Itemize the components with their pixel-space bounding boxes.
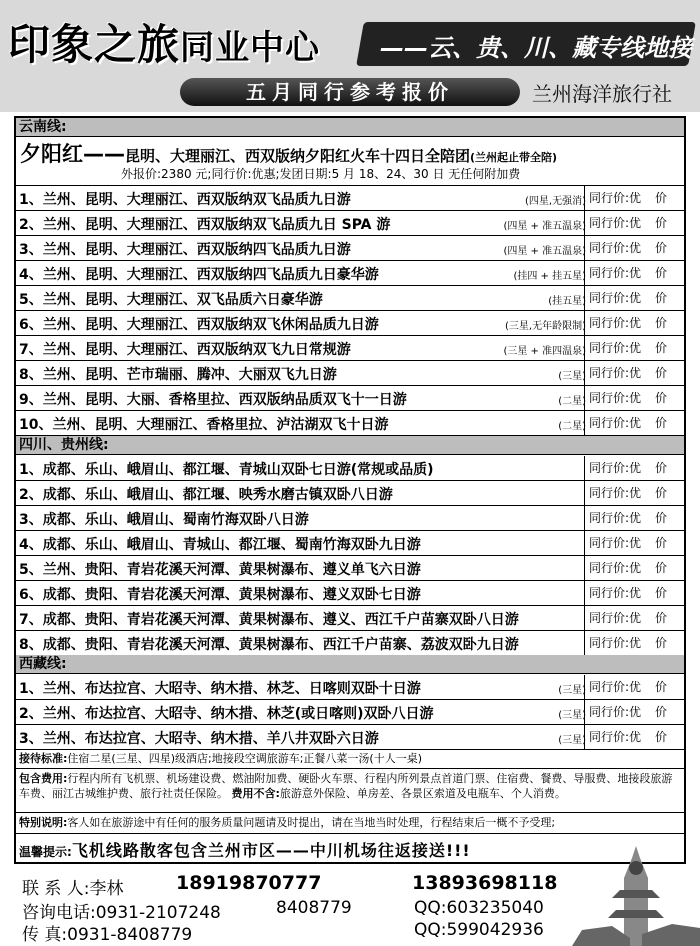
tour-route: 2、成都、乐山、峨眉山、都江堰、映秀水磨古镇双卧八日游: [19, 487, 393, 503]
tour-row: [16, 506, 684, 531]
price-suffix: 价: [655, 680, 668, 694]
price-suffix: 价: [655, 191, 668, 205]
price-label: 同行价:优: [589, 680, 642, 694]
price-suffix: 价: [655, 636, 668, 650]
peer-price: [584, 531, 684, 555]
tour-route: 5、兰州、昆明、大理丽江、双飞品质六日豪华游: [19, 292, 323, 308]
special-text: 客人如在旅游途中有任何的服务质量问题请及时提出，请在当地当时处理，行程结束后一概不予受理;: [67, 816, 556, 829]
peer-price: [584, 725, 684, 749]
peer-price: [584, 556, 684, 580]
hotel-grade: (三星): [558, 371, 586, 382]
contact-phone-1[interactable]: 18919870777: [176, 872, 322, 894]
price-label: 同行价:优: [589, 730, 642, 744]
agency-name: 兰州海洋旅行社: [532, 82, 672, 106]
excludes-label: 费用不含:: [231, 787, 280, 800]
price-label: 同行价:优: [589, 461, 642, 475]
hotel-grade: (四星 + 准五温泉): [503, 221, 586, 232]
price-label: 同行价:优: [589, 586, 642, 600]
header-banner: [0, 0, 700, 112]
fax-number: 传 真:0931-8408779: [22, 925, 193, 945]
tour-route: 1、兰州、昆明、大理丽江、西双版纳双飞品质九日游: [19, 192, 351, 208]
peer-price: [584, 286, 684, 310]
price-suffix: 价: [655, 391, 668, 405]
tour-row: [16, 531, 684, 556]
standard-text: 住宿二星(三星、四星)级酒店;地接段空调旅游车;正餐八菜一汤(十人一桌): [67, 752, 422, 765]
section-yunnan: 云南线:: [16, 118, 684, 137]
note-standard: [16, 749, 684, 769]
special-label: 特别说明:: [19, 816, 68, 829]
price-label: 同行价:优: [589, 561, 642, 575]
price-label: 同行价:优: [589, 316, 642, 330]
peer-price: [584, 386, 684, 410]
tour-row: [16, 675, 684, 700]
qq-2[interactable]: QQ:599042936: [414, 920, 544, 940]
tour-row: [16, 631, 684, 656]
tour-row: [16, 481, 684, 506]
tour-route: 9、兰州、昆明、大丽、香格里拉、西双版纳品质双飞十一日游: [19, 392, 407, 408]
tour-route: 3、兰州、布达拉宫、大昭寺、纳木措、羊八井双卧六日游: [19, 731, 379, 747]
price-suffix: 价: [655, 266, 668, 280]
includes-text: 行程内所有飞机票、机场建设费、燃油附加费、硬卧火车票、行程内所列景点首道门票、住宿费、餐费、导服费、地接段旅游车费、丽江古城维护费、旅行社责任保险。: [19, 772, 673, 800]
price-label: 同行价:优: [589, 705, 642, 719]
tour-row: [16, 581, 684, 606]
tour-row: [16, 311, 684, 336]
hotel-grade: (四星 + 准五温泉): [503, 246, 586, 257]
tour-route: 5、兰州、贵阳、青岩花溪天河潭、黄果树瀑布、遵义单飞六日游: [19, 562, 421, 578]
hotel-grade: (三星,无年龄限制): [505, 321, 586, 332]
price-label: 同行价:优: [589, 191, 642, 205]
peer-price: [584, 311, 684, 335]
peer-price: [584, 506, 684, 530]
hotel-grade: (三星): [558, 735, 586, 746]
slogan: ——云、贵、川、藏专线地接: [380, 34, 692, 62]
standard-label: 接待标准:: [19, 752, 68, 765]
peer-price: [584, 675, 684, 699]
contact-footer: [0, 866, 700, 946]
note-special: [16, 813, 684, 834]
tour-route: 1、成都、乐山、峨眉山、都江堰、青城山双卧七日游(常规或品质): [19, 462, 434, 478]
price-suffix: 价: [655, 366, 668, 380]
brand-main: 印象之旅: [8, 20, 181, 69]
price-suffix: 价: [655, 416, 668, 430]
price-label: 同行价:优: [589, 366, 642, 380]
tour-row: [16, 186, 684, 211]
note-fees: [16, 769, 684, 813]
hotel-grade: (三星): [558, 710, 586, 721]
page-title: 五月同行参考报价: [180, 78, 520, 106]
hotel-grade: (二星): [558, 396, 586, 407]
consult-phone[interactable]: 咨询电话:0931-2107248: [22, 903, 221, 923]
peer-price: [584, 211, 684, 235]
price-suffix: 价: [655, 561, 668, 575]
price-suffix: 价: [655, 705, 668, 719]
peer-price: [584, 186, 684, 210]
price-suffix: 价: [655, 241, 668, 255]
tour-row: [16, 336, 684, 361]
tour-route: 10、兰州、昆明、大理丽江、香格里拉、泸沽湖双飞十日游: [19, 417, 389, 433]
hotel-grade: (三星): [558, 685, 586, 696]
price-label: 同行价:优: [589, 511, 642, 525]
price-label: 同行价:优: [589, 536, 642, 550]
price-suffix: 价: [655, 486, 668, 500]
tour-route: 4、兰州、昆明、大理丽江、西双版纳四飞品质九日豪华游: [19, 267, 379, 283]
tour-row: [16, 361, 684, 386]
peer-price: [584, 581, 684, 605]
contact-person: 联 系 人:李林: [22, 879, 124, 899]
brand-logo: [8, 12, 320, 72]
price-label: 同行价:优: [589, 391, 642, 405]
price-label: 同行价:优: [589, 636, 642, 650]
tour-route: 2、兰州、布达拉宫、大昭寺、纳木措、林芝(或日喀则)双卧八日游: [19, 706, 434, 722]
tour-row: [16, 411, 684, 436]
hotel-grade: (四星,无强消): [525, 196, 586, 207]
price-label: 同行价:优: [589, 416, 642, 430]
featured-route: 昆明、大理丽江、西双版纳夕阳红火车十四日全陪团: [125, 147, 471, 165]
price-table: [14, 116, 686, 864]
tour-row: [16, 606, 684, 631]
price-suffix: 价: [655, 316, 668, 330]
tour-row: [16, 556, 684, 581]
price-label: 同行价:优: [589, 486, 642, 500]
tour-row: [16, 286, 684, 311]
peer-price: [584, 236, 684, 260]
price-label: 同行价:优: [589, 266, 642, 280]
includes-label: 包含费用:: [19, 772, 68, 785]
peer-price: [584, 606, 684, 630]
price-suffix: 价: [655, 730, 668, 744]
section-sichuan: 四川、贵州线:: [16, 436, 684, 455]
price-label: 同行价:优: [589, 216, 642, 230]
price-label: 同行价:优: [589, 611, 642, 625]
tip-text: 飞机线路散客包含兰州市区——中川机场往返接送!!!: [71, 841, 471, 860]
tour-row: [16, 261, 684, 286]
price-label: 同行价:优: [589, 341, 642, 355]
section-tibet: 西藏线:: [16, 655, 684, 674]
hotel-grade: (挂五星): [548, 296, 586, 307]
peer-price: [584, 700, 684, 724]
price-suffix: 价: [655, 461, 668, 475]
tour-row: [16, 386, 684, 411]
tour-row: [16, 700, 684, 725]
peer-price: [584, 411, 684, 435]
featured-name: 夕阳红——: [20, 142, 125, 166]
price-suffix: 价: [655, 216, 668, 230]
tour-route: 7、成都、贵阳、青岩花溪天河潭、黄果树瀑布、遵义、西江千户苗寨双卧八日游: [19, 612, 519, 628]
qq-1[interactable]: QQ:603235040: [414, 898, 544, 918]
tour-route: 3、成都、乐山、峨眉山、蜀南竹海双卧八日游: [19, 512, 309, 528]
tour-route: 3、兰州、昆明、大理丽江、西双版纳四飞品质九日游: [19, 242, 351, 258]
price-suffix: 价: [655, 536, 668, 550]
featured-note: (兰州起止带全陪): [470, 151, 558, 164]
price-suffix: 价: [655, 511, 668, 525]
hotel-grade: (二星): [558, 421, 586, 432]
featured-tour: [16, 137, 684, 186]
tour-route: 2、兰州、昆明、大理丽江、西双版纳双飞品质九日 SPA 游: [19, 217, 391, 233]
tour-row: [16, 456, 684, 481]
price-suffix: 价: [655, 341, 668, 355]
tour-row: [16, 725, 684, 750]
tour-route: 4、成都、乐山、峨眉山、青城山、都江堰、蜀南竹海双卧九日游: [19, 537, 421, 553]
tour-route: 8、兰州、昆明、芒市瑞丽、腾冲、大丽双飞九日游: [19, 367, 337, 383]
price-suffix: 价: [655, 586, 668, 600]
price-label: 同行价:优: [589, 241, 642, 255]
tour-route: 1、兰州、布达拉宫、大昭寺、纳木措、林芝、日喀则双卧十日游: [19, 681, 421, 697]
featured-info: 外报价:2380 元;同行价:优惠;发团日期:5 月 18、24、30 日 无任何附加费: [121, 167, 521, 181]
peer-price: [584, 261, 684, 285]
peer-price: [584, 456, 684, 480]
tour-row: [16, 236, 684, 261]
consult-phone-extra[interactable]: 8408779: [276, 898, 352, 918]
peer-price: [584, 361, 684, 385]
tour-route: 8、成都、贵阳、青岩花溪天河潭、黄果树瀑布、西江千户苗寨、荔波双卧九日游: [19, 637, 519, 653]
peer-price: [584, 481, 684, 505]
hotel-grade: (挂四 + 挂五星): [513, 271, 586, 282]
excludes-text: 旅游意外保险、单房差、各景区索道及电瓶车、个人消费。: [279, 787, 566, 800]
tip-label: 温馨提示:: [19, 845, 72, 859]
price-suffix: 价: [655, 291, 668, 305]
price-label: 同行价:优: [589, 291, 642, 305]
brand-sub: 同业中心: [180, 28, 321, 68]
peer-price: [584, 631, 684, 655]
tour-route: 6、兰州、昆明、大理丽江、西双版纳双飞休闲品质九日游: [19, 317, 379, 333]
contact-phone-2[interactable]: 13893698118: [412, 872, 558, 894]
tour-route: 6、成都、贵阳、青岩花溪天河潭、黄果树瀑布、遵义双卧七日游: [19, 587, 421, 603]
hotel-grade: (三星 + 准四温泉): [503, 346, 586, 357]
peer-price: [584, 336, 684, 360]
price-suffix: 价: [655, 611, 668, 625]
tour-route: 7、兰州、昆明、大理丽江、西双版纳双飞九日常规游: [19, 342, 351, 358]
featured-title: [20, 138, 557, 168]
tour-row: [16, 211, 684, 236]
